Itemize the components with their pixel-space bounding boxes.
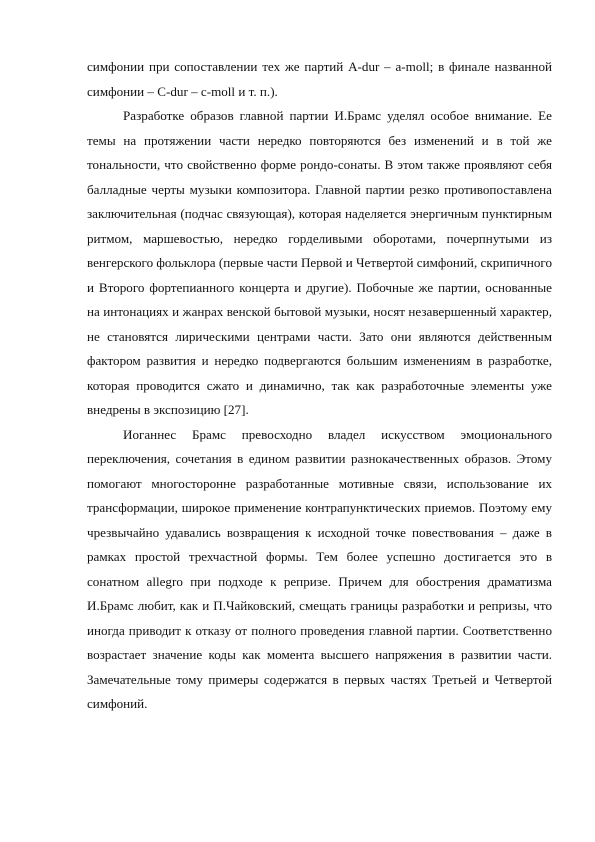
body-text <box>87 55 552 717</box>
paragraph-main-theme: Разработке образов главной партии И.Брамс уделял особое внимание. Ее темы на протяжении части нередко повторяются без изменений и в той же тональности, что свойственно форме рондо-сонаты. В этом также проявляют себя балладные черты музыки композитора. Главной партии резко противопоставлена заключительная (подчас связующая), которая наделяется энергичным пунктирным ритмом, маршевостью, нередко горделивыми оборотами, почерпнутыми из венгерского фольклора (первые части Первой и Четвертой симфоний, скрипичного и Второго фортепианного концерта и другие). Побочные же партии, основанные на интонациях и жанрах венской бытовой музыки, носят незавершенный характер, не становятся лирическими центрами части. Зато они являются действенным фактором развития и нередко подвергаются большим изменениям в разработке, которая проводится сжато и динамично, так как разработочные элементы уже внедрены в экспозицию [27]. <box>87 108 552 417</box>
paragraph-brahms-transitions: Иоганнес Брамс превосходно владел искусством эмоционального переключения, сочетания в едином развитии разнокачественных образов. Этому помогают многосторонне разработанные мотивные связи, использование их трансформации, широкое применение контрапунктических приемов. Поэтому ему чрезвычайно удавались возвращения к исходной точке повествования – даже в рамках простой трехчастной формы. Тем более успешно достигается это в сонатном allegro при подходе к репризе. Причем для обострения драматизма И.Брамс любит, как и П.Чайковский, смещать границы разработки и репризы, что иногда приводит к отказу от полного проведения главной партии. Соответственно возрастает значение коды как момента высшего напряжения в развитии части. Замечательные тому примеры содержатся в первых частях Третьей и Четвертой симфоний. <box>87 426 552 711</box>
paragraph-continuation: симфонии при сопоставлении тех же партий A-dur – a-moll; в финале названной симфонии – C-dur – c-moll и т. п.). <box>87 59 552 99</box>
